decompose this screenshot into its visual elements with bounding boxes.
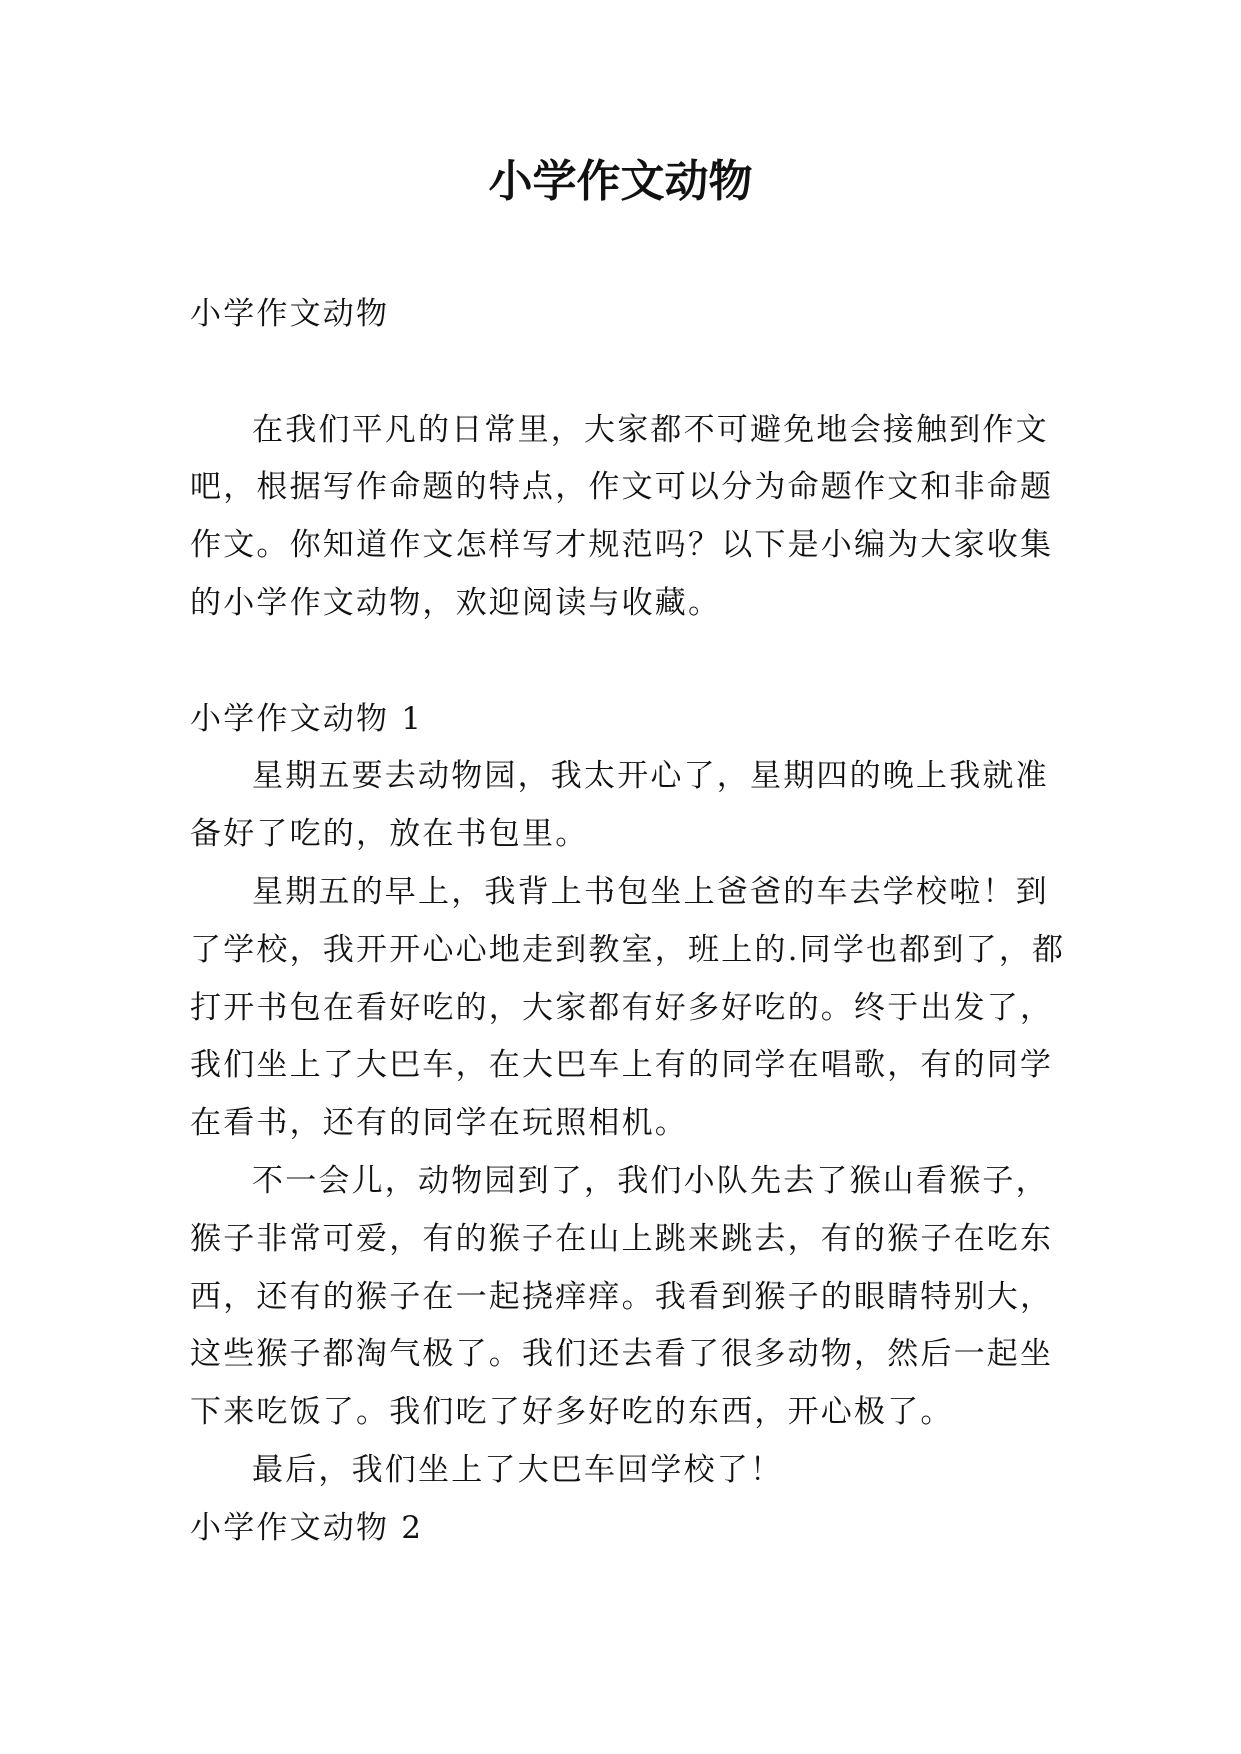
subtitle: 小学作文动物 xyxy=(190,296,390,332)
section-2-heading: 小学作文动物 2 xyxy=(190,1509,424,1546)
section-1-paragraph: 星期五的早上，我背上书包坐上爸爸的车去学校啦！到了学校，我开开心心地走到教室，班上的.同学也都到了，都打开书包在看好吃的，大家都有好多好吃的。终于出发了，我们坐上了大巴车，在大巴车上有的同学在唱歌，有的同学在看书，还有的同学在玩照相机。 xyxy=(190,873,1066,1142)
section-1-paragraph: 星期五要去动物园，我太开心了，星期四的晚上我就准备好了吃的，放在书包里。 xyxy=(190,758,1049,853)
page-title: 小学作文动物 xyxy=(488,156,753,207)
section-1-paragraph: 不一会儿，动物园到了，我们小队先去了猴山看猴子，猴子非常可爱，有的猴子在山上跳来跳去，有的猴子在吃东西，还有的猴子在一起挠痒痒。我看到猴子的眼睛特别大，这些猴子都淘气极了。我们还去看了很多动物，然后一起坐下来吃饭了。我们吃了好多好吃的东西，开心极了。 xyxy=(190,1162,1054,1431)
section-1-paragraph: 最后，我们坐上了大巴车回学校了！ xyxy=(252,1451,784,1488)
intro-paragraph: 在我们平凡的日常里，大家都不可避免地会接触到作文吧，根据写作命题的特点，作文可以分为命题作文和非命题作文。你知道作文怎样写才规范吗？以下是小编为大家收集的小学作文动物，欢迎阅读与收藏。 xyxy=(190,411,1054,621)
section-1-heading: 小学作文动物 1 xyxy=(190,700,424,737)
document-body xyxy=(190,286,1070,1558)
